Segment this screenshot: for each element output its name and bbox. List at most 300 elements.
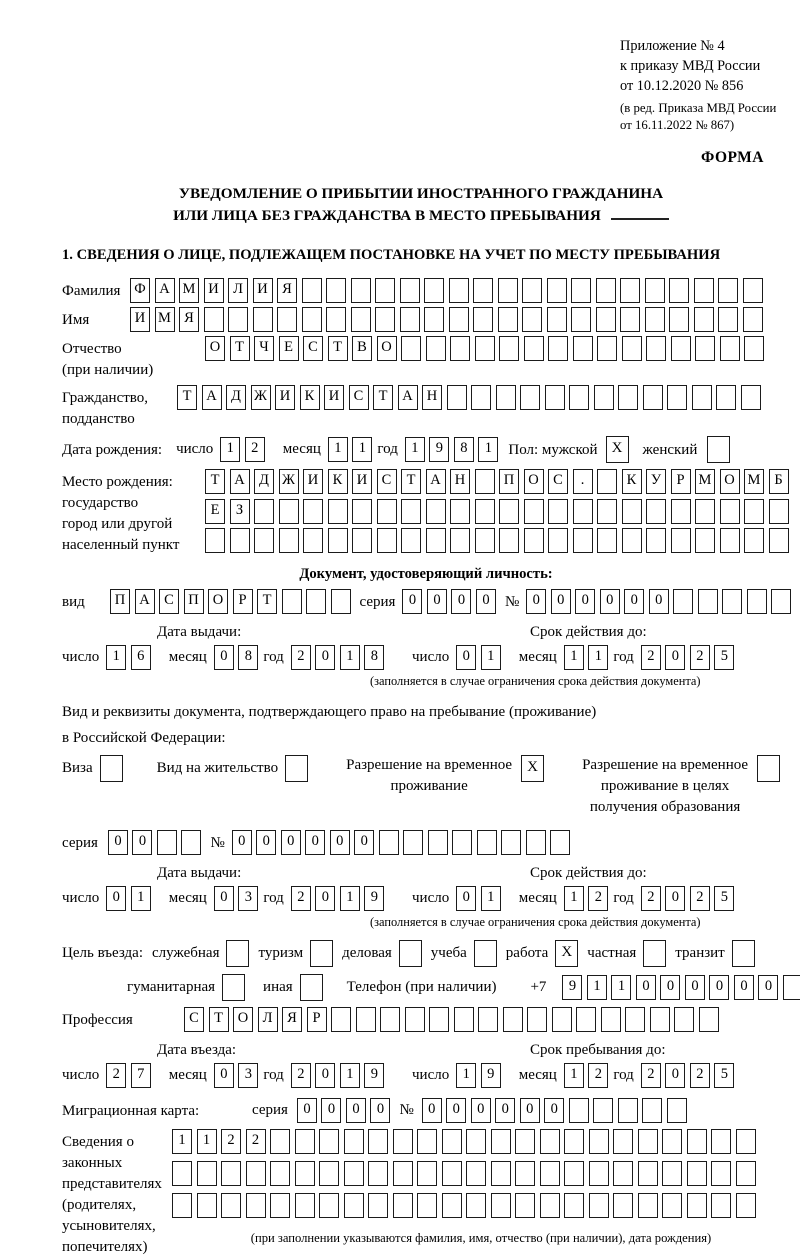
char-cell[interactable] [302,307,322,332]
char-cell[interactable] [524,499,544,524]
char-cell[interactable] [564,1161,584,1186]
char-cell[interactable] [491,1161,511,1186]
char-cell[interactable] [466,1161,486,1186]
temp-residence-education-checkbox[interactable] [757,755,780,782]
char-cell[interactable] [377,499,397,524]
char-cell[interactable] [662,1129,682,1154]
char-cell[interactable] [548,336,568,361]
char-cell[interactable] [172,1161,192,1186]
char-cell[interactable] [618,1098,638,1123]
char-cell[interactable] [491,1129,511,1154]
char-cell[interactable] [601,1007,621,1032]
char-cell[interactable]: А [135,589,155,614]
char-cell[interactable] [671,499,691,524]
char-cell[interactable] [344,1161,364,1186]
char-cell[interactable] [295,1161,315,1186]
char-cell[interactable] [593,1098,613,1123]
char-cell[interactable] [540,1129,560,1154]
char-cell[interactable]: Т [257,589,277,614]
char-cell[interactable] [221,1161,241,1186]
char-cell[interactable] [499,499,519,524]
char-cell[interactable] [711,1161,731,1186]
char-cell[interactable] [352,499,372,524]
char-cell[interactable]: 0 [600,589,620,614]
char-cell[interactable] [450,499,470,524]
char-cell[interactable]: 0 [281,830,301,855]
char-cell[interactable] [326,307,346,332]
char-cell[interactable]: К [622,469,642,494]
char-cell[interactable]: 0 [256,830,276,855]
char-cell[interactable] [424,307,444,332]
char-cell[interactable]: Е [279,336,299,361]
char-cell[interactable] [449,278,469,303]
char-cell[interactable]: Е [205,499,225,524]
char-cell[interactable]: С [159,589,179,614]
char-cell[interactable]: К [328,469,348,494]
char-cell[interactable] [496,385,516,410]
char-cell[interactable] [246,1193,266,1218]
char-cell[interactable] [454,1007,474,1032]
char-cell[interactable]: 1 [588,645,608,670]
char-cell[interactable] [503,1007,523,1032]
char-cell[interactable]: 8 [454,437,474,462]
char-cell[interactable] [547,278,567,303]
char-cell[interactable] [270,1161,290,1186]
char-cell[interactable]: 0 [297,1098,317,1123]
char-cell[interactable] [466,1193,486,1218]
char-cell[interactable]: 1 [587,975,607,1000]
char-cell[interactable] [687,1193,707,1218]
char-cell[interactable]: С [184,1007,204,1032]
char-cell[interactable]: 2 [106,1063,126,1088]
char-cell[interactable]: 0 [544,1098,564,1123]
char-cell[interactable] [573,499,593,524]
char-cell[interactable] [643,385,663,410]
char-cell[interactable]: И [352,469,372,494]
char-cell[interactable]: 0 [346,1098,366,1123]
char-cell[interactable]: 0 [370,1098,390,1123]
char-cell[interactable]: 0 [446,1098,466,1123]
char-cell[interactable]: 0 [232,830,252,855]
char-cell[interactable]: 1 [564,886,584,911]
char-cell[interactable] [646,499,666,524]
char-cell[interactable]: Т [209,1007,229,1032]
char-cell[interactable] [695,499,715,524]
char-cell[interactable]: А [426,469,446,494]
char-cell[interactable]: 0 [451,589,471,614]
char-cell[interactable] [424,278,444,303]
char-cell[interactable]: 1 [172,1129,192,1154]
char-cell[interactable] [646,528,666,553]
char-cell[interactable] [622,528,642,553]
char-cell[interactable] [540,1193,560,1218]
char-cell[interactable] [744,336,764,361]
char-cell[interactable] [718,278,738,303]
char-cell[interactable] [326,278,346,303]
char-cell[interactable]: 0 [685,975,705,1000]
char-cell[interactable]: О [377,336,397,361]
char-cell[interactable] [426,528,446,553]
char-cell[interactable]: 0 [624,589,644,614]
char-cell[interactable] [328,528,348,553]
char-cell[interactable]: 1 [478,437,498,462]
char-cell[interactable] [442,1193,462,1218]
char-cell[interactable]: 1 [405,437,425,462]
char-cell[interactable]: 2 [690,1063,710,1088]
char-cell[interactable] [351,307,371,332]
char-cell[interactable] [344,1193,364,1218]
transit-checkbox[interactable] [732,940,755,967]
char-cell[interactable] [589,1161,609,1186]
char-cell[interactable] [720,528,740,553]
char-cell[interactable] [613,1193,633,1218]
char-cell[interactable] [475,469,495,494]
char-cell[interactable] [254,528,274,553]
char-cell[interactable]: П [110,589,130,614]
char-cell[interactable] [744,528,764,553]
char-cell[interactable]: 0 [422,1098,442,1123]
char-cell[interactable] [722,589,742,614]
char-cell[interactable] [375,278,395,303]
char-cell[interactable]: Л [258,1007,278,1032]
char-cell[interactable] [356,1007,376,1032]
char-cell[interactable]: 0 [321,1098,341,1123]
char-cell[interactable]: 2 [245,437,265,462]
char-cell[interactable]: . [573,469,593,494]
char-cell[interactable] [662,1161,682,1186]
char-cell[interactable] [426,499,446,524]
char-cell[interactable]: И [130,307,150,332]
char-cell[interactable] [671,528,691,553]
char-cell[interactable] [741,385,761,410]
char-cell[interactable]: 3 [238,1063,258,1088]
business-trip-checkbox[interactable] [226,940,249,967]
char-cell[interactable]: И [303,469,323,494]
char-cell[interactable] [646,336,666,361]
char-cell[interactable] [221,1193,241,1218]
char-cell[interactable]: 1 [220,437,240,462]
char-cell[interactable]: 2 [291,886,311,911]
char-cell[interactable] [573,528,593,553]
char-cell[interactable]: А [398,385,418,410]
char-cell[interactable]: И [204,278,224,303]
char-cell[interactable] [197,1161,217,1186]
char-cell[interactable] [368,1161,388,1186]
char-cell[interactable] [377,528,397,553]
char-cell[interactable] [522,307,542,332]
tourism-checkbox[interactable] [310,940,333,967]
char-cell[interactable] [393,1129,413,1154]
char-cell[interactable] [295,1129,315,1154]
char-cell[interactable]: 0 [551,589,571,614]
char-cell[interactable]: Ж [251,385,271,410]
char-cell[interactable]: 8 [238,645,258,670]
char-cell[interactable] [450,336,470,361]
char-cell[interactable]: Я [277,278,297,303]
char-cell[interactable]: 6 [131,645,151,670]
char-cell[interactable]: 1 [481,886,501,911]
char-cell[interactable] [498,307,518,332]
char-cell[interactable]: 0 [108,830,128,855]
char-cell[interactable]: 1 [564,645,584,670]
char-cell[interactable]: О [720,469,740,494]
char-cell[interactable] [270,1193,290,1218]
char-cell[interactable]: 5 [714,645,734,670]
char-cell[interactable]: 2 [641,886,661,911]
char-cell[interactable]: 1 [456,1063,476,1088]
char-cell[interactable] [771,589,791,614]
char-cell[interactable] [303,499,323,524]
char-cell[interactable]: 1 [481,645,501,670]
char-cell[interactable] [417,1129,437,1154]
char-cell[interactable]: 9 [364,1063,384,1088]
char-cell[interactable] [230,528,250,553]
char-cell[interactable]: Ж [279,469,299,494]
char-cell[interactable]: И [275,385,295,410]
char-cell[interactable] [401,528,421,553]
char-cell[interactable] [638,1129,658,1154]
char-cell[interactable] [638,1193,658,1218]
char-cell[interactable]: 0 [214,645,234,670]
char-cell[interactable] [478,1007,498,1032]
char-cell[interactable] [295,1193,315,1218]
char-cell[interactable] [473,307,493,332]
char-cell[interactable] [515,1193,535,1218]
char-cell[interactable]: Р [233,589,253,614]
char-cell[interactable]: С [303,336,323,361]
char-cell[interactable]: Л [228,278,248,303]
char-cell[interactable]: 0 [649,589,669,614]
char-cell[interactable]: Т [401,469,421,494]
char-cell[interactable] [204,307,224,332]
char-cell[interactable]: 2 [641,1063,661,1088]
char-cell[interactable] [253,307,273,332]
char-cell[interactable]: 5 [714,1063,734,1088]
char-cell[interactable]: 0 [214,1063,234,1088]
char-cell[interactable]: С [377,469,397,494]
study-checkbox[interactable] [474,940,497,967]
char-cell[interactable] [718,307,738,332]
char-cell[interactable] [403,830,423,855]
temp-residence-checkbox[interactable]: X [521,755,544,782]
char-cell[interactable] [547,307,567,332]
char-cell[interactable] [282,589,302,614]
char-cell[interactable]: 0 [636,975,656,1000]
sex-female-checkbox[interactable] [707,436,730,463]
char-cell[interactable] [711,1129,731,1154]
char-cell[interactable] [571,307,591,332]
char-cell[interactable] [205,528,225,553]
char-cell[interactable]: 1 [340,1063,360,1088]
char-cell[interactable]: 0 [665,886,685,911]
char-cell[interactable]: 2 [641,645,661,670]
char-cell[interactable]: Д [226,385,246,410]
char-cell[interactable] [524,336,544,361]
char-cell[interactable] [498,278,518,303]
char-cell[interactable]: 1 [197,1129,217,1154]
char-cell[interactable] [687,1129,707,1154]
char-cell[interactable] [499,528,519,553]
char-cell[interactable] [181,830,201,855]
char-cell[interactable] [783,975,800,1000]
char-cell[interactable] [172,1193,192,1218]
char-cell[interactable]: Р [671,469,691,494]
char-cell[interactable] [597,336,617,361]
char-cell[interactable] [351,278,371,303]
char-cell[interactable] [527,1007,547,1032]
char-cell[interactable]: О [205,336,225,361]
char-cell[interactable]: Д [254,469,274,494]
char-cell[interactable]: О [233,1007,253,1032]
char-cell[interactable] [571,278,591,303]
char-cell[interactable]: Ч [254,336,274,361]
char-cell[interactable]: 0 [665,1063,685,1088]
char-cell[interactable]: 0 [402,589,422,614]
char-cell[interactable] [447,385,467,410]
char-cell[interactable]: 9 [481,1063,501,1088]
char-cell[interactable] [522,278,542,303]
char-cell[interactable]: П [499,469,519,494]
char-cell[interactable]: 0 [758,975,778,1000]
char-cell[interactable] [694,307,714,332]
char-cell[interactable] [674,1007,694,1032]
char-cell[interactable]: 0 [427,589,447,614]
char-cell[interactable] [375,307,395,332]
char-cell[interactable]: О [208,589,228,614]
char-cell[interactable] [279,499,299,524]
char-cell[interactable] [569,385,589,410]
char-cell[interactable]: 3 [238,886,258,911]
char-cell[interactable] [642,1098,662,1123]
char-cell[interactable]: 0 [305,830,325,855]
char-cell[interactable]: 1 [611,975,631,1000]
char-cell[interactable] [545,385,565,410]
char-cell[interactable] [379,830,399,855]
char-cell[interactable]: Ф [130,278,150,303]
work-checkbox[interactable]: X [555,940,578,967]
char-cell[interactable]: 0 [456,886,476,911]
char-cell[interactable] [613,1129,633,1154]
char-cell[interactable]: М [744,469,764,494]
char-cell[interactable] [620,307,640,332]
char-cell[interactable] [331,1007,351,1032]
char-cell[interactable] [622,499,642,524]
char-cell[interactable]: 2 [221,1129,241,1154]
char-cell[interactable] [625,1007,645,1032]
char-cell[interactable]: 1 [340,645,360,670]
char-cell[interactable] [319,1129,339,1154]
char-cell[interactable]: 0 [315,645,335,670]
char-cell[interactable] [698,589,718,614]
char-cell[interactable] [597,528,617,553]
char-cell[interactable]: С [548,469,568,494]
char-cell[interactable] [597,469,617,494]
char-cell[interactable] [246,1161,266,1186]
char-cell[interactable]: 0 [106,886,126,911]
char-cell[interactable] [417,1161,437,1186]
char-cell[interactable] [589,1193,609,1218]
char-cell[interactable] [548,499,568,524]
char-cell[interactable] [622,336,642,361]
char-cell[interactable] [550,830,570,855]
char-cell[interactable] [618,385,638,410]
char-cell[interactable] [157,830,177,855]
char-cell[interactable]: 1 [564,1063,584,1088]
char-cell[interactable]: 2 [588,886,608,911]
char-cell[interactable] [442,1161,462,1186]
char-cell[interactable] [279,528,299,553]
char-cell[interactable] [573,336,593,361]
char-cell[interactable] [613,1161,633,1186]
char-cell[interactable] [520,385,540,410]
char-cell[interactable] [515,1129,535,1154]
visa-checkbox[interactable] [100,755,123,782]
char-cell[interactable] [650,1007,670,1032]
char-cell[interactable] [270,1129,290,1154]
residence-permit-checkbox[interactable] [285,755,308,782]
char-cell[interactable]: 0 [709,975,729,1000]
char-cell[interactable] [540,1161,560,1186]
char-cell[interactable] [401,336,421,361]
other-checkbox[interactable] [300,974,323,1001]
char-cell[interactable] [662,1193,682,1218]
char-cell[interactable] [491,1193,511,1218]
char-cell[interactable] [769,528,789,553]
char-cell[interactable]: И [324,385,344,410]
char-cell[interactable]: 0 [526,589,546,614]
char-cell[interactable] [716,385,736,410]
char-cell[interactable]: 0 [476,589,496,614]
business-checkbox[interactable] [399,940,422,967]
char-cell[interactable] [692,385,712,410]
char-cell[interactable] [197,1193,217,1218]
char-cell[interactable]: К [300,385,320,410]
char-cell[interactable]: М [155,307,175,332]
char-cell[interactable] [671,336,691,361]
char-cell[interactable] [368,1129,388,1154]
char-cell[interactable]: Б [769,469,789,494]
char-cell[interactable]: 0 [132,830,152,855]
char-cell[interactable] [711,1193,731,1218]
char-cell[interactable]: Р [307,1007,327,1032]
char-cell[interactable] [393,1193,413,1218]
char-cell[interactable] [596,278,616,303]
char-cell[interactable] [638,1161,658,1186]
char-cell[interactable] [569,1098,589,1123]
char-cell[interactable]: Я [179,307,199,332]
char-cell[interactable] [743,307,763,332]
char-cell[interactable] [736,1193,756,1218]
char-cell[interactable] [442,1129,462,1154]
char-cell[interactable] [499,336,519,361]
char-cell[interactable] [254,499,274,524]
char-cell[interactable] [466,1129,486,1154]
char-cell[interactable] [450,528,470,553]
char-cell[interactable] [526,830,546,855]
char-cell[interactable]: 7 [131,1063,151,1088]
char-cell[interactable]: 2 [246,1129,266,1154]
char-cell[interactable] [473,278,493,303]
char-cell[interactable] [769,499,789,524]
char-cell[interactable]: А [230,469,250,494]
char-cell[interactable]: П [184,589,204,614]
char-cell[interactable]: А [155,278,175,303]
char-cell[interactable] [475,336,495,361]
char-cell[interactable]: 2 [588,1063,608,1088]
char-cell[interactable]: С [349,385,369,410]
char-cell[interactable] [695,336,715,361]
char-cell[interactable] [687,1161,707,1186]
